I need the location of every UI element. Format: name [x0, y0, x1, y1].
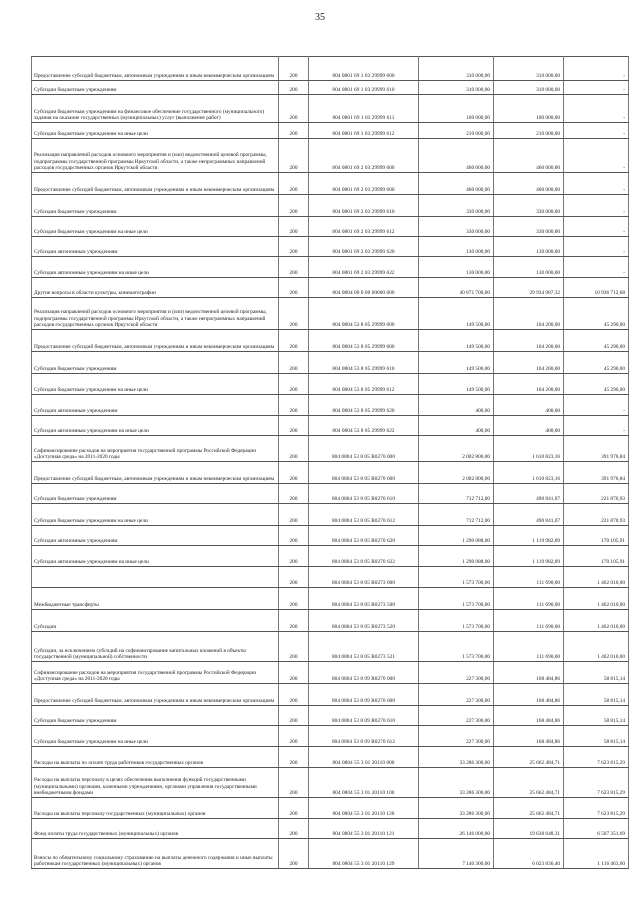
table-row	[32, 195, 629, 217]
row-approved-amount-cell: 26 146 000,00	[419, 819, 494, 839]
table-row	[32, 588, 629, 610]
row-executed-amount-cell: 400,00	[494, 395, 564, 416]
row-name-cell: Субсидии бюджетным учреждениям на иные цели	[32, 123, 279, 139]
row-approved-amount-cell: 1 573 700,00	[419, 567, 494, 588]
table-row	[32, 298, 629, 330]
row-name-cell: Расходы на выплаты персоналу в целях обеспечения выполнения функций государственными (муниципальными) органами, казенными учреждениями, органами управления государственными внебюджетными фондами	[32, 768, 279, 798]
table-row	[32, 330, 629, 352]
row-unexecuted-amount-cell: 170 105,91	[564, 526, 629, 546]
row-name-cell: Субсидии бюджетным учреждениям	[32, 352, 279, 374]
row-approved-amount-cell: 100 000,00	[419, 95, 494, 123]
row-classification-code-cell: 804 0804 53 8 05 R0270 600	[309, 462, 419, 484]
row-executed-amount-cell: 460 000,00	[494, 139, 564, 173]
table-row	[32, 632, 629, 662]
row-code-cell: 200	[279, 819, 309, 839]
row-code-cell: 200	[279, 484, 309, 504]
row-classification-code-cell: 804 0801 69 2 03 29999 610	[309, 195, 419, 217]
row-name-cell: Субсидии бюджетным учреждениям на иные цели	[32, 504, 279, 526]
table-row	[32, 217, 629, 237]
row-unexecuted-amount-cell: 170 105,91	[564, 546, 629, 567]
row-unexecuted-amount-cell: 7 623 815,29	[564, 768, 629, 798]
row-unexecuted-amount-cell: 1 462 010,00	[564, 632, 629, 662]
row-code-cell: 200	[279, 632, 309, 662]
row-approved-amount-cell: 33 286 300,00	[419, 768, 494, 798]
row-executed-amount-cell: 330 000,00	[494, 217, 564, 237]
row-classification-code-cell: 804 0804 53 8 05 R0273 000	[309, 567, 419, 588]
table-row	[32, 662, 629, 684]
row-approved-amount-cell: 330 000,00	[419, 217, 494, 237]
row-classification-code-cell: 804 0804 55 3 01 20110 129	[309, 839, 419, 869]
row-approved-amount-cell: 460 000,00	[419, 173, 494, 195]
row-code-cell: 200	[279, 768, 309, 798]
row-unexecuted-amount-cell: 58 815,14	[564, 706, 629, 726]
row-approved-amount-cell: 7 140 300,00	[419, 839, 494, 869]
row-name-cell: Субсидии автономным учреждениям	[32, 526, 279, 546]
row-unexecuted-amount-cell: 1 462 010,00	[564, 610, 629, 632]
row-code-cell: 200	[279, 706, 309, 726]
row-classification-code-cell: 804 0804 53 8 05 R0270 622	[309, 546, 419, 567]
row-name-cell: Взносы по обязательному социальному страхованию на выплаты денежного содержания и иные выплаты работникам государственных (муниципальных) органов	[32, 839, 279, 869]
row-name-cell: Субсидии автономным учреждениям на иные цели	[32, 257, 279, 278]
row-code-cell: 200	[279, 81, 309, 95]
row-classification-code-cell: 804 0801 69 2 03 29999 612	[309, 217, 419, 237]
row-classification-code-cell: 804 0801 69 2 03 29999 600	[309, 173, 419, 195]
row-unexecuted-amount-cell: 58 815,14	[564, 684, 629, 706]
row-code-cell: 200	[279, 330, 309, 352]
row-unexecuted-amount-cell: 221 870,93	[564, 504, 629, 526]
row-executed-amount-cell: 111 690,00	[494, 632, 564, 662]
row-approved-amount-cell: 149 500,00	[419, 298, 494, 330]
row-name-cell: Субсидии бюджетным учреждениям на иные цели	[32, 726, 279, 747]
row-executed-amount-cell: 168 484,86	[494, 726, 564, 747]
row-executed-amount-cell: 29 934 987,32	[494, 278, 564, 298]
row-unexecuted-amount-cell: 45 290,00	[564, 374, 629, 395]
row-unexecuted-amount-cell: -	[564, 57, 629, 81]
row-executed-amount-cell: 210 000,00	[494, 123, 564, 139]
row-name-cell: Реализация направлений расходов основного мероприятия и (или) ведомственной целевой программы, подпрограммы государственной программы Иркутской области, а также непрограммных направлений расходов государственных органов Иркутской области	[32, 298, 279, 330]
row-executed-amount-cell: 104 200,00	[494, 374, 564, 395]
row-executed-amount-cell: 400,00	[494, 416, 564, 436]
row-approved-amount-cell: 1 290 088,00	[419, 546, 494, 567]
row-executed-amount-cell: 1 119 982,09	[494, 526, 564, 546]
row-name-cell: Предоставление субсидий бюджетным, автономным учреждениям и иным некоммерческим организациям	[32, 684, 279, 706]
table-row	[32, 257, 629, 278]
row-code-cell: 200	[279, 374, 309, 395]
row-classification-code-cell: 804 0804 55 3 01 20110 100	[309, 768, 419, 798]
row-code-cell: 200	[279, 416, 309, 436]
row-unexecuted-amount-cell: 58 815,14	[564, 726, 629, 747]
row-executed-amount-cell: 130 000,00	[494, 257, 564, 278]
row-approved-amount-cell: 227 300,00	[419, 662, 494, 684]
row-classification-code-cell: 804 0801 69 2 03 29999 622	[309, 257, 419, 278]
row-unexecuted-amount-cell: 6 507 351,69	[564, 819, 629, 839]
budget-execution-table	[31, 56, 629, 869]
row-executed-amount-cell: 330 000,00	[494, 195, 564, 217]
row-executed-amount-cell: 100 000,00	[494, 95, 564, 123]
row-approved-amount-cell: 33 286 300,00	[419, 747, 494, 768]
row-code-cell: 200	[279, 298, 309, 330]
table-row	[32, 173, 629, 195]
row-unexecuted-amount-cell: 391 976,84	[564, 462, 629, 484]
row-code-cell: 200	[279, 139, 309, 173]
row-classification-code-cell: 804 0804 55 3 01 20110 000	[309, 747, 419, 768]
row-classification-code-cell: 804 0801 69 1 03 29999 600	[309, 57, 419, 81]
row-code-cell: 200	[279, 352, 309, 374]
table-row	[32, 726, 629, 747]
table-row	[32, 526, 629, 546]
row-code-cell: 200	[279, 504, 309, 526]
table-row	[32, 462, 629, 484]
row-code-cell: 200	[279, 588, 309, 610]
row-name-cell: Субсидии автономным учреждениям на иные цели	[32, 416, 279, 436]
row-unexecuted-amount-cell: 391 976,84	[564, 436, 629, 462]
row-unexecuted-amount-cell: -	[564, 416, 629, 436]
table-row	[32, 278, 629, 298]
row-name-cell: Фонд оплаты труда государственных (муниципальных) органов	[32, 819, 279, 839]
table-row	[32, 504, 629, 526]
row-classification-code-cell: 804 0801 69 2 03 29999 000	[309, 139, 419, 173]
row-executed-amount-cell: 1 119 982,09	[494, 546, 564, 567]
row-executed-amount-cell: 168 484,86	[494, 684, 564, 706]
row-approved-amount-cell: 400,00	[419, 416, 494, 436]
table-row	[32, 819, 629, 839]
row-code-cell: 200	[279, 726, 309, 747]
row-code-cell: 200	[279, 395, 309, 416]
row-unexecuted-amount-cell: -	[564, 257, 629, 278]
row-name-cell: Субсидии автономным учреждениям	[32, 237, 279, 257]
row-executed-amount-cell: 104 200,00	[494, 298, 564, 330]
table-row	[32, 747, 629, 768]
row-approved-amount-cell: 227 300,00	[419, 684, 494, 706]
row-classification-code-cell: 804 0804 53 8 09 R0270 612	[309, 726, 419, 747]
row-executed-amount-cell: 310 000,00	[494, 57, 564, 81]
table-row	[32, 484, 629, 504]
row-executed-amount-cell: 19 638 648,31	[494, 819, 564, 839]
table-row	[32, 352, 629, 374]
row-code-cell: 200	[279, 839, 309, 869]
row-approved-amount-cell: 2 002 800,00	[419, 436, 494, 462]
row-unexecuted-amount-cell: -	[564, 195, 629, 217]
row-unexecuted-amount-cell: 221 870,93	[564, 484, 629, 504]
row-classification-code-cell: 804 0804 53 8 05 29999 612	[309, 374, 419, 395]
row-approved-amount-cell: 149 500,00	[419, 330, 494, 352]
row-unexecuted-amount-cell: 1 116 463,60	[564, 839, 629, 869]
row-name-cell: Реализация направлений расходов основного мероприятия и (или) ведомственной целевой программы, подпрограммы государственной программы Иркутской области, а также непрограммных направлений расходов государственных органов Иркутской области	[32, 139, 279, 173]
row-name-cell: Предоставление субсидий бюджетным, автономным учреждениям и иным некоммерческим организациям	[32, 173, 279, 195]
table-row	[32, 123, 629, 139]
row-classification-code-cell: 804 0804 53 8 05 29999 000	[309, 298, 419, 330]
row-code-cell: 200	[279, 798, 309, 819]
row-approved-amount-cell: 1 573 700,00	[419, 610, 494, 632]
row-classification-code-cell: 804 0804 53 8 05 R0270 610	[309, 484, 419, 504]
row-name-cell: Предоставление субсидий бюджетным, автономным учреждениям и иным некоммерческим организациям	[32, 330, 279, 352]
table-row	[32, 436, 629, 462]
row-name-cell: Предоставление субсидий бюджетным, автономным учреждениям и иным некоммерческим организациям	[32, 57, 279, 81]
row-name-cell: Субсидии автономным учреждениям на иные цели	[32, 546, 279, 567]
row-unexecuted-amount-cell: -	[564, 95, 629, 123]
row-approved-amount-cell: 330 000,00	[419, 195, 494, 217]
row-executed-amount-cell: 130 000,00	[494, 237, 564, 257]
row-name-cell: Софинансирование расходов на мероприятия государственной программы Российской Федерации «Доступная среда» на 2011-2020 годы	[32, 662, 279, 684]
table-row	[32, 768, 629, 798]
row-unexecuted-amount-cell: -	[564, 217, 629, 237]
row-approved-amount-cell: 460 000,00	[419, 139, 494, 173]
table-row	[32, 567, 629, 588]
row-code-cell: 200	[279, 684, 309, 706]
row-code-cell: 200	[279, 173, 309, 195]
row-code-cell: 200	[279, 217, 309, 237]
row-classification-code-cell: 804 0804 53 8 05 R0273 521	[309, 632, 419, 662]
row-approved-amount-cell: 227 300,00	[419, 706, 494, 726]
row-executed-amount-cell: 25 662 484,71	[494, 768, 564, 798]
row-executed-amount-cell: 6 023 836,40	[494, 839, 564, 869]
row-executed-amount-cell: 460 000,00	[494, 173, 564, 195]
row-classification-code-cell: 804 0801 69 1 03 29999 610	[309, 81, 419, 95]
row-approved-amount-cell: 33 286 300,00	[419, 798, 494, 819]
row-approved-amount-cell: 130 000,00	[419, 257, 494, 278]
row-unexecuted-amount-cell: -	[564, 81, 629, 95]
row-name-cell: Другие вопросы в области культуры, кинематографии	[32, 278, 279, 298]
row-classification-code-cell: 804 0804 53 8 09 R0270 600	[309, 684, 419, 706]
row-approved-amount-cell: 1 573 700,00	[419, 588, 494, 610]
table-row	[32, 395, 629, 416]
page-number: 35	[315, 12, 325, 23]
table-row	[32, 839, 629, 869]
row-name-cell: Субсидии бюджетным учреждениям	[32, 195, 279, 217]
row-classification-code-cell: 804 0804 53 8 05 R0270 620	[309, 526, 419, 546]
table-row	[32, 95, 629, 123]
row-unexecuted-amount-cell: 58 815,14	[564, 662, 629, 684]
row-classification-code-cell: 804 0804 53 8 05 R0270 000	[309, 436, 419, 462]
row-classification-code-cell: 804 0804 55 3 01 20110 120	[309, 798, 419, 819]
table-row	[32, 81, 629, 95]
row-approved-amount-cell: 310 000,00	[419, 81, 494, 95]
table-row	[32, 610, 629, 632]
row-approved-amount-cell: 210 000,00	[419, 123, 494, 139]
row-classification-code-cell: 804 0804 53 8 05 R0273 520	[309, 610, 419, 632]
row-code-cell: 200	[279, 747, 309, 768]
row-approved-amount-cell: 310 000,00	[419, 57, 494, 81]
table-row	[32, 57, 629, 81]
row-classification-code-cell: 804 0804 53 8 05 29999 622	[309, 416, 419, 436]
row-name-cell: Субсидии бюджетным учреждениям на иные цели	[32, 374, 279, 395]
row-code-cell: 200	[279, 57, 309, 81]
row-executed-amount-cell: 111 690,00	[494, 567, 564, 588]
row-unexecuted-amount-cell: 7 623 815,29	[564, 747, 629, 768]
row-executed-amount-cell: 111 690,00	[494, 610, 564, 632]
row-executed-amount-cell: 104 200,00	[494, 330, 564, 352]
row-executed-amount-cell: 168 484,86	[494, 706, 564, 726]
table-row	[32, 139, 629, 173]
row-executed-amount-cell: 490 841,07	[494, 504, 564, 526]
row-unexecuted-amount-cell: -	[564, 139, 629, 173]
row-code-cell: 200	[279, 278, 309, 298]
row-code-cell: 200	[279, 237, 309, 257]
row-name-cell: Межбюджетные трансферты	[32, 588, 279, 610]
row-classification-code-cell: 804 0801 69 1 03 29999 611	[309, 95, 419, 123]
row-code-cell: 200	[279, 257, 309, 278]
row-name-cell: Предоставление субсидий бюджетным, автономным учреждениям и иным некоммерческим организациям	[32, 462, 279, 484]
row-executed-amount-cell: 25 662 484,71	[494, 747, 564, 768]
row-approved-amount-cell: 40 871 700,00	[419, 278, 494, 298]
row-classification-code-cell: 804 0801 69 2 03 29999 620	[309, 237, 419, 257]
row-classification-code-cell: 804 0804 53 8 05 29999 600	[309, 330, 419, 352]
row-approved-amount-cell: 149 500,00	[419, 352, 494, 374]
row-code-cell: 200	[279, 610, 309, 632]
row-code-cell: 200	[279, 195, 309, 217]
row-name-cell: Субсидии бюджетным учреждениям	[32, 484, 279, 504]
table-row	[32, 798, 629, 819]
row-code-cell: 200	[279, 546, 309, 567]
budget-table-wrapper	[31, 56, 628, 869]
row-approved-amount-cell: 400,00	[419, 395, 494, 416]
row-executed-amount-cell: 111 690,00	[494, 588, 564, 610]
table-row	[32, 237, 629, 257]
row-classification-code-cell: 804 0804 53 8 05 29999 620	[309, 395, 419, 416]
row-name-cell: Субсидии автономным учреждениям	[32, 395, 279, 416]
row-code-cell: 200	[279, 567, 309, 588]
row-approved-amount-cell: 1 573 700,00	[419, 632, 494, 662]
row-approved-amount-cell: 149 500,00	[419, 374, 494, 395]
row-executed-amount-cell: 104 200,00	[494, 352, 564, 374]
row-code-cell: 200	[279, 662, 309, 684]
row-name-cell	[32, 567, 279, 588]
row-unexecuted-amount-cell: 1 462 010,00	[564, 588, 629, 610]
row-name-cell: Субсидии	[32, 610, 279, 632]
row-name-cell: Расходы на выплаты по оплате труда работников государственных органов	[32, 747, 279, 768]
row-code-cell: 200	[279, 123, 309, 139]
row-approved-amount-cell: 130 000,00	[419, 237, 494, 257]
row-approved-amount-cell: 227 300,00	[419, 726, 494, 747]
row-classification-code-cell: 804 0804 53 8 05 29999 610	[309, 352, 419, 374]
row-name-cell: Субсидии бюджетным учреждениям на финансовое обеспечение государственного (муниципального) задания на оказание государственных (муниципальных) услуг (выполнение работ)	[32, 95, 279, 123]
row-unexecuted-amount-cell: -	[564, 237, 629, 257]
row-unexecuted-amount-cell: 45 290,00	[564, 352, 629, 374]
row-executed-amount-cell: 490 841,07	[494, 484, 564, 504]
row-approved-amount-cell: 2 002 800,00	[419, 462, 494, 484]
row-name-cell: Субсидии бюджетным учреждениям	[32, 706, 279, 726]
row-unexecuted-amount-cell: -	[564, 123, 629, 139]
table-row	[32, 416, 629, 436]
row-executed-amount-cell: 25 662 484,71	[494, 798, 564, 819]
row-unexecuted-amount-cell: 45 290,00	[564, 330, 629, 352]
row-classification-code-cell: 804 0804 00 0 00 00000 000	[309, 278, 419, 298]
row-name-cell: Субсидии бюджетным учреждениям на иные цели	[32, 217, 279, 237]
row-executed-amount-cell: 310 000,00	[494, 81, 564, 95]
row-approved-amount-cell: 712 712,00	[419, 504, 494, 526]
row-unexecuted-amount-cell: 45 290,00	[564, 298, 629, 330]
table-row	[32, 706, 629, 726]
row-code-cell: 200	[279, 526, 309, 546]
row-code-cell: 200	[279, 436, 309, 462]
row-classification-code-cell: 804 0801 69 1 03 29999 612	[309, 123, 419, 139]
row-approved-amount-cell: 712 712,00	[419, 484, 494, 504]
row-unexecuted-amount-cell: 10 936 712,68	[564, 278, 629, 298]
row-name-cell: Субсидии, за исключением субсидий на софинансирование капитальных вложений в объекты государственной (муниципальной) собственности	[32, 632, 279, 662]
row-classification-code-cell: 804 0804 53 8 05 R0273 500	[309, 588, 419, 610]
table-row	[32, 684, 629, 706]
row-name-cell: Софинансирование расходов на мероприятия государственной программы Российской Федерации «Доступная среда» на 2011-2020 годы	[32, 436, 279, 462]
table-body	[32, 57, 629, 869]
row-executed-amount-cell: 1 610 823,16	[494, 462, 564, 484]
row-name-cell: Расходы на выплаты персоналу государственных (муниципальных) органов	[32, 798, 279, 819]
row-classification-code-cell: 804 0804 53 8 05 R0270 612	[309, 504, 419, 526]
table-row	[32, 546, 629, 567]
row-classification-code-cell: 804 0804 53 8 09 R0270 610	[309, 706, 419, 726]
row-unexecuted-amount-cell: -	[564, 395, 629, 416]
row-approved-amount-cell: 1 290 088,00	[419, 526, 494, 546]
row-name-cell: Субсидии бюджетным учреждениям	[32, 81, 279, 95]
row-unexecuted-amount-cell: 1 462 010,00	[564, 567, 629, 588]
row-classification-code-cell: 804 0804 53 8 09 R0270 000	[309, 662, 419, 684]
row-code-cell: 200	[279, 462, 309, 484]
row-unexecuted-amount-cell: 7 623 815,29	[564, 798, 629, 819]
table-row	[32, 374, 629, 395]
row-classification-code-cell: 804 0804 55 3 01 20110 121	[309, 819, 419, 839]
row-code-cell: 200	[279, 95, 309, 123]
row-executed-amount-cell: 1 610 823,16	[494, 436, 564, 462]
row-executed-amount-cell: 168 484,86	[494, 662, 564, 684]
row-unexecuted-amount-cell: -	[564, 173, 629, 195]
